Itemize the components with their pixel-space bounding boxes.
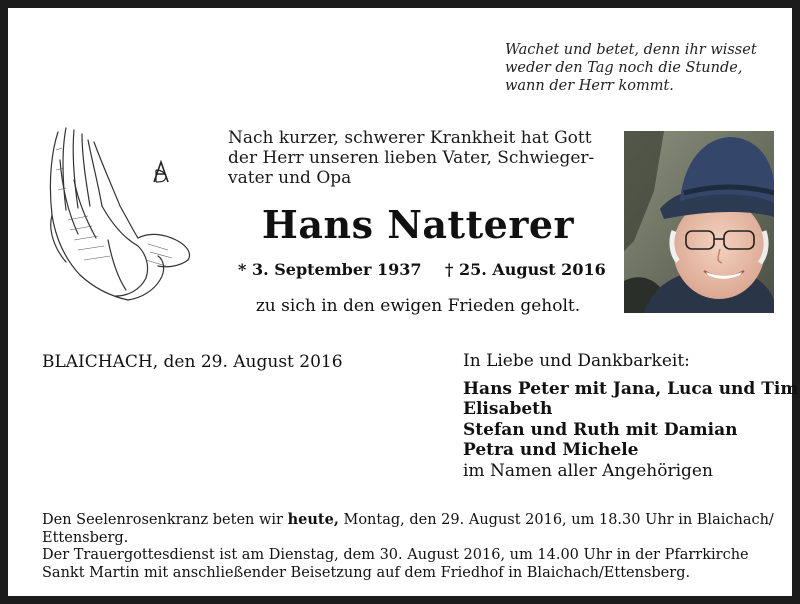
rosary-notice bbox=[42, 511, 782, 530]
bible-verse bbox=[505, 41, 795, 95]
monogram-icon bbox=[154, 162, 168, 182]
funeral-notice: Der Trauergottesdienst ist am Dienstag, dem 30. August 2016, um 14.00 Uhr in der Pfarrkirche bbox=[42, 547, 749, 563]
intro-text bbox=[228, 128, 628, 188]
funeral-notice-cont: Sankt Martin mit anschließender Beisetzung auf dem Friedhof in Blaichach/Ettensberg. bbox=[42, 564, 691, 581]
mourners-footer: im Namen aller Angehörigen bbox=[463, 460, 713, 481]
mourner-name: Hans Peter mit Jana, Luca und Tim bbox=[463, 378, 799, 399]
rosary-text: Den Seelenrosenkranz beten wir bbox=[42, 512, 288, 528]
verse-line: weder den Tag noch die Stunde, bbox=[505, 60, 743, 76]
mourner-name: Stefan und Ruth mit Damian bbox=[463, 419, 738, 440]
closing-line: zu sich in den ewigen Frieden geholt. bbox=[255, 296, 581, 316]
intro-line: der Herr unseren lieben Vater, Schwieger- bbox=[228, 148, 595, 168]
intro-line: vater und Opa bbox=[228, 168, 352, 188]
rosary-text: Montag, den 29. August 2016, um 18.30 Uhr in Blaichach/ bbox=[338, 512, 774, 528]
place-and-date: BLAICHACH, den 29. August 2016 bbox=[42, 352, 343, 372]
birth-date: * 3. September 1937 bbox=[238, 260, 422, 279]
death-date: † 25. August 2016 bbox=[445, 260, 606, 279]
mourner-name: Petra und Michele bbox=[463, 440, 639, 460]
mourners-heading: In Liebe und Dankbarkeit: bbox=[463, 351, 690, 371]
praying-hands-image bbox=[38, 120, 198, 315]
mourners-block bbox=[463, 351, 799, 481]
rosary-notice-cont: Ettensberg. bbox=[42, 529, 129, 546]
service-notices bbox=[42, 511, 782, 582]
rosary-today: heute, bbox=[287, 511, 339, 528]
verse-line: wann der Herr kommt. bbox=[505, 78, 674, 94]
deceased-name: Hans Natterer bbox=[261, 202, 575, 247]
intro-line: Nach kurzer, schwerer Krankheit hat Gott bbox=[228, 128, 592, 148]
portrait-photo bbox=[624, 131, 774, 313]
mourner-name: Elisabeth bbox=[463, 399, 553, 419]
verse-line: Wachet und betet, denn ihr wisset bbox=[505, 42, 757, 58]
